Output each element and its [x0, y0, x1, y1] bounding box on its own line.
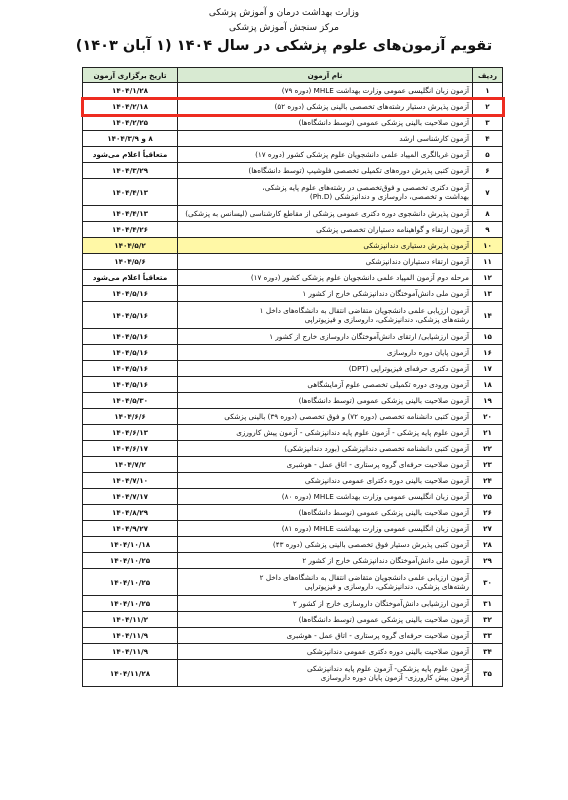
row-number: ۳۴	[473, 644, 503, 660]
exam-name	[178, 505, 473, 521]
table-row	[83, 83, 503, 99]
exam-name-line: آزمون صلاحیت بالینی پزشکی عمومی (توسط دانشگاه‌ها)	[298, 615, 469, 624]
exam-date: ۱۴۰۴/۲/۲۵	[83, 115, 178, 131]
exam-name-line: آزمون ملی دانش‌آموختگان دندانپزشکی خارج از کشور ۲	[302, 556, 469, 565]
ministry-line: وزارت بهداشت درمان و آموزش پزشکی	[208, 8, 360, 18]
exam-name	[178, 238, 473, 254]
exam-date: ۱۴۰۴/۵/۲	[83, 238, 178, 254]
exam-schedule-table	[82, 67, 503, 687]
exam-name-line: آزمون دکتری حرفه‌ای فیزیوتراپی (DPT)	[348, 364, 469, 373]
exam-date: ۱۴۰۴/۷/۱۰	[83, 473, 178, 489]
row-number: ۱۴	[473, 302, 503, 329]
exam-name	[178, 329, 473, 345]
column-header-date: تاریخ برگزاری آزمون	[83, 68, 178, 83]
table-row	[83, 131, 503, 147]
exam-name	[178, 521, 473, 537]
exam-date: ۱۴۰۴/۱۱/۹	[83, 644, 178, 660]
table-row	[83, 222, 503, 238]
row-number: ۲۵	[473, 489, 503, 505]
table-row	[83, 628, 503, 644]
exam-name-line: آزمون ارزیابی علمی دانشجویان متقاضی انتقال به دانشگاه‌های داخل ۱	[259, 306, 469, 315]
exam-date: ۱۴۰۴/۵/۱۶	[83, 329, 178, 345]
exam-name	[178, 179, 473, 206]
row-number: ۸	[473, 206, 503, 222]
table-row	[83, 393, 503, 409]
exam-date: ۱۴۰۴/۶/۱۷	[83, 441, 178, 457]
table-row	[83, 612, 503, 628]
table-row	[83, 505, 503, 521]
exam-date: ۱۴۰۴/۵/۱۶	[83, 361, 178, 377]
table-row	[83, 254, 503, 270]
table-row	[83, 553, 503, 569]
exam-name	[178, 569, 473, 596]
row-number: ۲۲	[473, 441, 503, 457]
exam-date: متعاقباً اعلام می‌شود	[83, 270, 178, 286]
table-row	[83, 179, 503, 206]
exam-date: ۱۴۰۴/۵/۱۶	[83, 302, 178, 329]
exam-date: ۱۴۰۴/۶/۱۳	[83, 425, 178, 441]
exam-name	[178, 163, 473, 179]
column-header-name: نام آزمون	[178, 68, 473, 83]
row-number: ۲۷	[473, 521, 503, 537]
exam-name-line: آزمون پذیرش دانشجوی دوره دکتری عمومی پزشکی از مقاطع کارشناسی (لیسانس به پزشکی)	[185, 209, 469, 218]
table-row	[83, 473, 503, 489]
table-row	[83, 115, 503, 131]
exam-name	[178, 302, 473, 329]
exam-name	[178, 628, 473, 644]
exam-name-line: آزمون ورودی دوره تکمیلی تخصصی علوم آزمایشگاهی	[307, 380, 469, 389]
exam-name-line: آزمون زبان انگلیسی عمومی وزارت بهداشت MHLE (دوره ۸۰)	[281, 492, 469, 501]
row-number: ۳۳	[473, 628, 503, 644]
exam-name-line: آزمون پیش کارورزی- آزمون پایان دوره داروسازی	[320, 673, 469, 682]
exam-name-line: آزمون ملی دانش‌آموختگان دندانپزشکی خارج از کشور ۱	[302, 289, 469, 298]
exam-name-line: آزمون ارزشیابی/ ارتقای دانش‌آموختگان داروسازی خارج از کشور ۱	[269, 332, 469, 341]
row-number: ۱۶	[473, 345, 503, 361]
exam-date: ۱۴۰۴/۵/۱۶	[83, 345, 178, 361]
table-row	[83, 147, 503, 163]
exam-name	[178, 425, 473, 441]
column-header-num: ردیف	[473, 68, 503, 83]
exam-date: ۱۴۰۴/۸/۲۹	[83, 505, 178, 521]
table-row	[83, 596, 503, 612]
row-number: ۳۱	[473, 596, 503, 612]
exam-name	[178, 115, 473, 131]
exam-date: ۱۴۰۴/۵/۶	[83, 254, 178, 270]
exam-name-line: آزمون ارزیابی علمی دانشجویان متقاضی انتقال به دانشگاه‌های داخل ۲	[259, 573, 469, 582]
exam-name	[178, 99, 473, 115]
exam-name	[178, 409, 473, 425]
exam-date: ۱۴۰۴/۷/۲	[83, 457, 178, 473]
exam-name-line: آزمون ارتقاء و گواهینامه دستیاران تخصصی پزشکی	[316, 225, 469, 234]
row-number: ۳	[473, 115, 503, 131]
table-row	[83, 569, 503, 596]
exam-name-line: آزمون زبان انگلیسی عمومی وزارت بهداشت MHLE (دوره ۷۹)	[281, 86, 469, 95]
center-line: مرکز سنجش آموزش پزشکی	[229, 23, 339, 33]
table-row	[83, 537, 503, 553]
exam-name	[178, 457, 473, 473]
row-number: ۲۸	[473, 537, 503, 553]
exam-date: ۱۴۰۴/۴/۱۳	[83, 206, 178, 222]
exam-name	[178, 537, 473, 553]
exam-name-line: آزمون صلاحیت بالینی پزشکی عمومی (توسط دانشگاه‌ها)	[298, 118, 469, 127]
table-row	[83, 644, 503, 660]
table-row	[83, 660, 503, 687]
exam-name-line: آزمون صلاحیت بالینی دوره دکتری عمومی دندانپزشکی	[306, 647, 469, 656]
exam-name	[178, 147, 473, 163]
table-row	[83, 270, 503, 286]
exam-name-line: آزمون کتبی دانشنامه تخصصی دندانپزشکی (بورد دندانپزشکی)	[284, 444, 469, 453]
exam-date: ۱۴۰۴/۳/۲۹	[83, 163, 178, 179]
table-row	[83, 238, 503, 254]
exam-date: ۱۴۰۴/۹/۲۷	[83, 521, 178, 537]
row-number: ۲۶	[473, 505, 503, 521]
table-row	[83, 345, 503, 361]
row-number: ۱۰	[473, 238, 503, 254]
exam-name-line: رشته‌های پزشکی، دندانپزشکی، داروسازی و فیزیوتراپی	[304, 315, 469, 324]
exam-date: ۱۴۰۴/۴/۱۳	[83, 179, 178, 206]
exam-name-line: آزمون علوم پایه پزشکی - آزمون علوم پایه دندانپزشکی - آزمون پیش کارورزی	[236, 428, 469, 437]
exam-name-line: آزمون ارزشیابی دانش‌آموختگان داروسازی خارج از کشور ۲	[292, 599, 469, 608]
exam-name	[178, 345, 473, 361]
exam-name-line: آزمون علوم پایه پزشکی- آزمون علوم پایه دندانپزشکی	[307, 664, 469, 673]
exam-date: ۱۴۰۴/۱۱/۹	[83, 628, 178, 644]
page-title: تقویم آزمون‌های علوم پزشکی در سال ۱۴۰۴ (۱ آبان ۱۴۰۳)	[75, 38, 493, 54]
table-row	[83, 441, 503, 457]
exam-date: ۱۴۰۴/۴/۲۶	[83, 222, 178, 238]
exam-name	[178, 596, 473, 612]
exam-date: ۱۴۰۴/۱۱/۲	[83, 612, 178, 628]
exam-name-line: آزمون پذیرش دستیار رشته‌های تخصصی بالینی پزشکی (دوره ۵۲)	[274, 102, 469, 111]
exam-date: متعاقباً اعلام می‌شود	[83, 147, 178, 163]
exam-name-line: آزمون صلاحیت حرفه‌ای گروه پرستاری - اتاق عمل - هوشبری	[286, 631, 469, 640]
exam-name-line: آزمون کتبی پذیرش دوره‌های تکمیلی تخصصی فلوشیپ (توسط دانشگاه‌ها)	[248, 166, 469, 175]
row-number: ۱۲	[473, 270, 503, 286]
table-row	[83, 489, 503, 505]
exam-date: ۱۴۰۴/۵/۱۶	[83, 377, 178, 393]
table-row	[83, 286, 503, 302]
exam-date: ۱۴۰۴/۱۰/۱۸	[83, 537, 178, 553]
row-number: ۳۵	[473, 660, 503, 687]
table-row	[83, 163, 503, 179]
exam-date: ۱۴۰۴/۱۰/۲۵	[83, 553, 178, 569]
exam-name	[178, 206, 473, 222]
row-number: ۱	[473, 83, 503, 99]
row-number: ۲۳	[473, 457, 503, 473]
exam-name-line: آزمون پذیرش دستیاری دندانپزشکی	[363, 241, 469, 250]
row-number: ۲۰	[473, 409, 503, 425]
exam-name-line: بهداشت و تخصصی، داروسازی و دندانپزشکی (Ph.D)	[309, 192, 469, 201]
exam-name	[178, 254, 473, 270]
exam-date: ۱۴۰۴/۷/۱۷	[83, 489, 178, 505]
table-row	[83, 457, 503, 473]
row-number: ۱۹	[473, 393, 503, 409]
table-body	[83, 83, 503, 687]
row-number: ۱۳	[473, 286, 503, 302]
row-number: ۲۹	[473, 553, 503, 569]
exam-name-line: آزمون صلاحیت حرفه‌ای گروه پرستاری - اتاق عمل - هوشبری	[286, 460, 469, 469]
exam-name-line: آزمون صلاحیت بالینی پزشکی عمومی (توسط دانشگاه‌ها)	[298, 508, 469, 517]
row-number: ۱۸	[473, 377, 503, 393]
exam-name-line: آزمون ارتقاء دستیاران دندانپزشکی	[365, 257, 469, 266]
exam-name	[178, 473, 473, 489]
exam-name-line: آزمون کارشناسی ارشد	[399, 134, 469, 143]
exam-name-line: آزمون صلاحیت بالینی دوره دکترای عمومی دندانپزشکی	[304, 476, 469, 485]
exam-name	[178, 612, 473, 628]
row-number: ۶	[473, 163, 503, 179]
table-row	[83, 425, 503, 441]
table-row	[83, 329, 503, 345]
table-row	[83, 206, 503, 222]
row-number: ۳۰	[473, 569, 503, 596]
row-number: ۹	[473, 222, 503, 238]
exam-name-line: آزمون زبان انگلیسی عمومی وزارت بهداشت MHLE (دوره ۸۱)	[281, 524, 469, 533]
exam-name	[178, 644, 473, 660]
row-number: ۲	[473, 99, 503, 115]
exam-name	[178, 361, 473, 377]
row-number: ۵	[473, 147, 503, 163]
exam-date: ۱۴۰۴/۶/۶	[83, 409, 178, 425]
exam-name-line: آزمون کتبی دانشنامه تخصصی (دوره ۷۲) و فوق تخصصی (دوره ۳۹) بالینی پزشکی	[224, 412, 469, 421]
exam-name	[178, 270, 473, 286]
exam-name-line: مرحله دوم آزمون المپیاد علمی دانشجویان علوم پزشکی کشور (دوره ۱۷)	[250, 273, 469, 282]
exam-date: ۱۴۰۴/۱۰/۲۵	[83, 569, 178, 596]
table-row	[83, 409, 503, 425]
exam-date: ۱۴۰۴/۱۰/۲۵	[83, 596, 178, 612]
exam-name	[178, 489, 473, 505]
row-number: ۷	[473, 179, 503, 206]
table-row	[83, 99, 503, 115]
exam-date: ۱۴۰۴/۱/۲۸	[83, 83, 178, 99]
exam-date: ۱۴۰۴/۲/۱۸	[83, 99, 178, 115]
table-header-row	[83, 68, 503, 83]
exam-name	[178, 660, 473, 687]
table-row	[83, 361, 503, 377]
exam-name-line: آزمون صلاحیت بالینی پزشکی عمومی (توسط دانشگاه‌ها)	[298, 396, 469, 405]
exam-name	[178, 553, 473, 569]
exam-name-line: رشته‌های پزشکی، دندانپزشکی، داروسازی و فیزیوتراپی	[304, 582, 469, 591]
exam-name-line: آزمون غربالگری المپیاد علمی دانشجویان علوم پزشکی کشور (دوره ۱۷)	[255, 150, 469, 159]
exam-name-line: آزمون دکتری تخصصی و فوق‌تخصصی در رشته‌های علوم پایه پزشکی،	[262, 183, 469, 192]
row-number: ۲۴	[473, 473, 503, 489]
exam-date: ۱۴۰۴/۵/۳۰	[83, 393, 178, 409]
table-row	[83, 377, 503, 393]
exam-date: ۱۴۰۴/۱۱/۲۸	[83, 660, 178, 687]
row-number: ۱۱	[473, 254, 503, 270]
row-number: ۳۲	[473, 612, 503, 628]
row-number: ۴	[473, 131, 503, 147]
row-number: ۲۱	[473, 425, 503, 441]
exam-name	[178, 222, 473, 238]
exam-name-line: آزمون پایان دوره داروسازی	[386, 348, 469, 357]
table-row	[83, 302, 503, 329]
row-number: ۱۵	[473, 329, 503, 345]
exam-name	[178, 441, 473, 457]
exam-name	[178, 393, 473, 409]
table-row	[83, 521, 503, 537]
exam-date: ۸ و ۱۴۰۴/۳/۹	[83, 131, 178, 147]
exam-name-line: آزمون کتبی پذیرش دستیار فوق تخصصی بالینی پزشکی (دوره ۴۳)	[272, 540, 469, 549]
exam-name	[178, 131, 473, 147]
exam-name	[178, 83, 473, 99]
exam-name	[178, 286, 473, 302]
row-number: ۱۷	[473, 361, 503, 377]
exam-name	[178, 377, 473, 393]
exam-date: ۱۴۰۴/۵/۱۶	[83, 286, 178, 302]
